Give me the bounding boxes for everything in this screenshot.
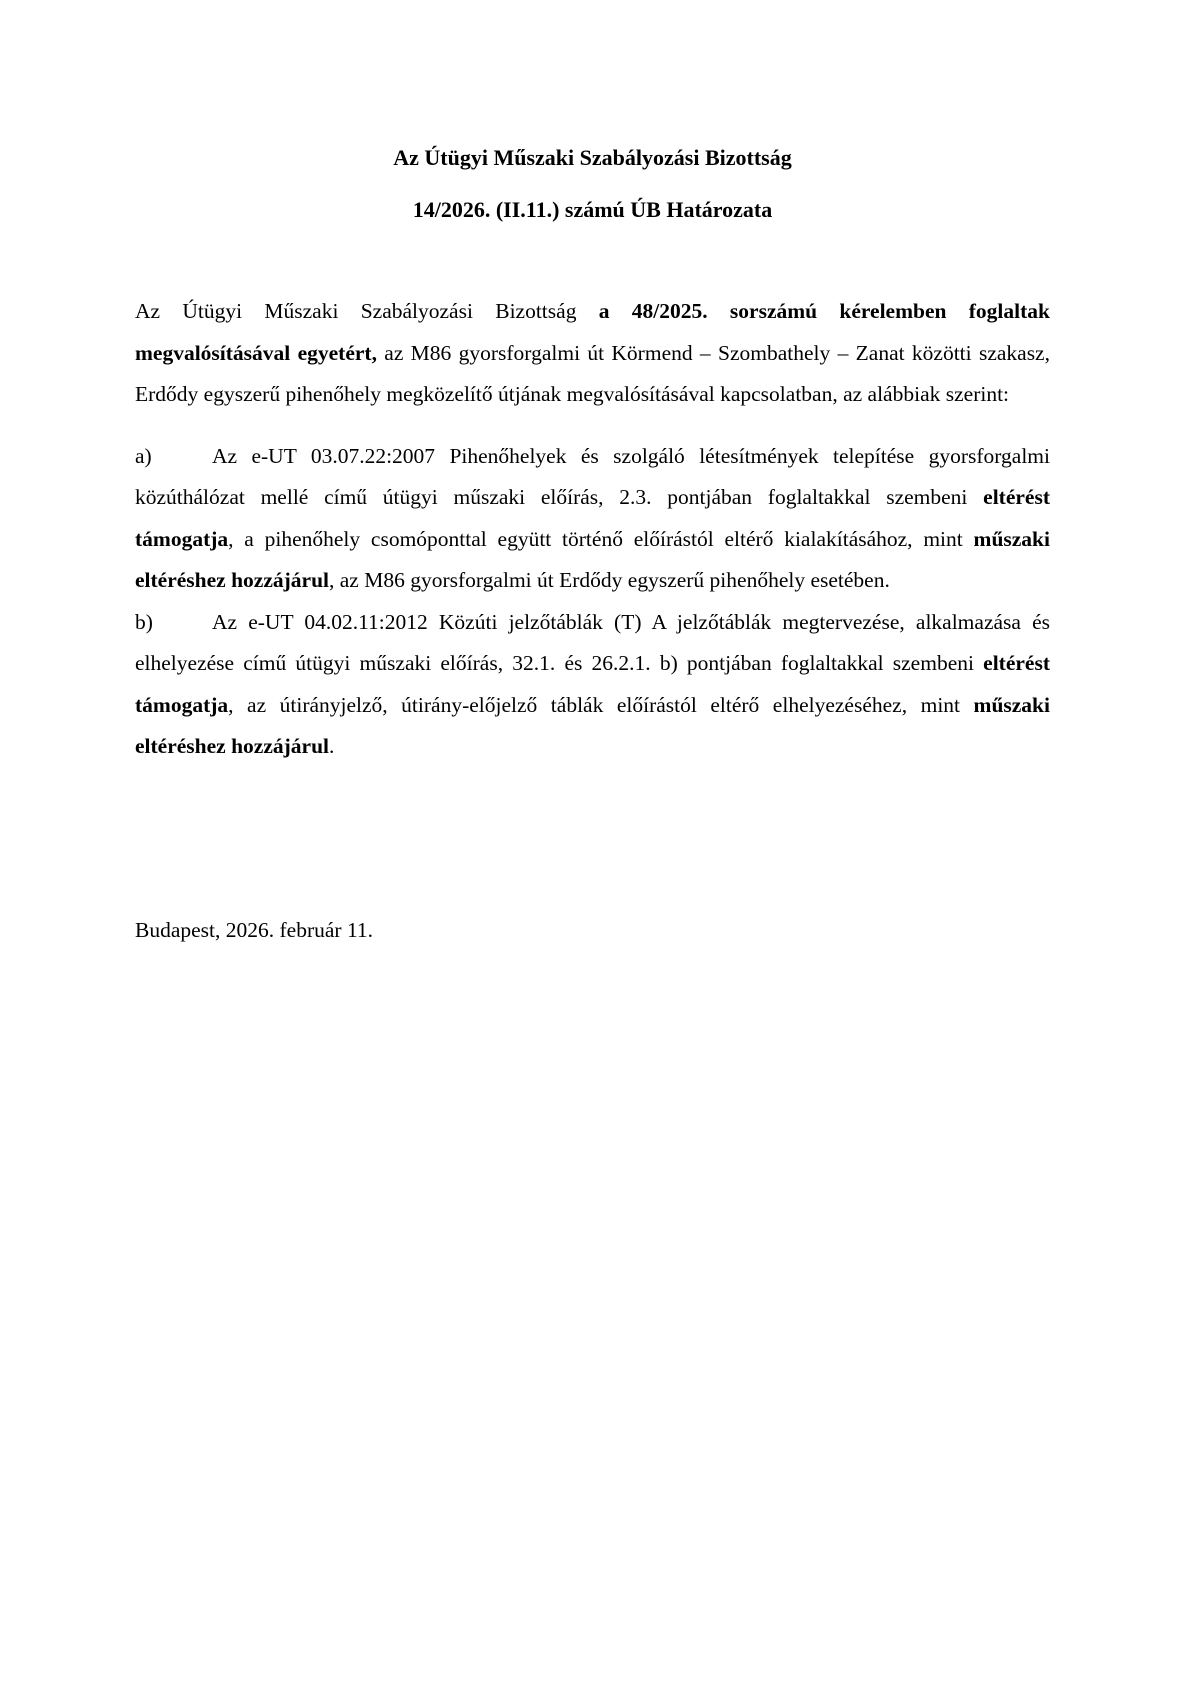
item-a-label: a): [135, 443, 152, 468]
item-b-label: b): [135, 609, 153, 634]
document-title-line2: 14/2026. (II.11.) számú ÚB Határozata: [412, 197, 773, 222]
item-a-text: Az e-UT 03.07.22:2007 Pihenőhelyek és szolgáló létesítmények telepítése gyorsforgalmi közúthálózat mellé című útügyi műszaki előírás, 2.3. pontjában foglaltakkal szembeni eltérést támogatja, a pihenőhely csomóponttal együtt történő előírástól eltérő kialakításához, mint műszaki eltéréshez hozzájárul, az M86 gyorsforgalmi út Erdődy egyszerű pihenőhely esetében.: [135, 443, 1050, 592]
document-title-line1: Az Útügyi Műszaki Szabályozási Bizottság: [393, 145, 792, 170]
document-content: [135, 0, 1050, 951]
item-a-paragraph: [135, 436, 1050, 602]
item-b-paragraph: [135, 602, 1050, 768]
closing-date: Budapest, 2026. február 11.: [135, 917, 374, 942]
intro-paragraph: Az Útügyi Műszaki Szabályozási Bizottság a 48/2025. sorszámú kérelemben foglaltak megvalósításával egyetért, az M86 gyorsforgalmi út Körmend – Szombathely – Zanat közötti szakasz, Erdődy egyszerű pihenőhely megközelítő útjának megvalósításával kapcsolatban, az alábbiak szerint:: [135, 299, 1050, 406]
item-b-text: Az e-UT 04.02.11:2012 Közúti jelzőtáblák (T) A jelzőtáblák megtervezése, alkalmazása és elhelyezése című útügyi műszaki előírás, 32.1. és 26.2.1. b) pontjában foglaltakkal szembeni eltérést támogatja, az útirányjelző, útirány-előjelző táblák előírástól eltérő elhelyezéséhez, mint műszaki eltéréshez hozzájárul.: [135, 609, 1050, 758]
